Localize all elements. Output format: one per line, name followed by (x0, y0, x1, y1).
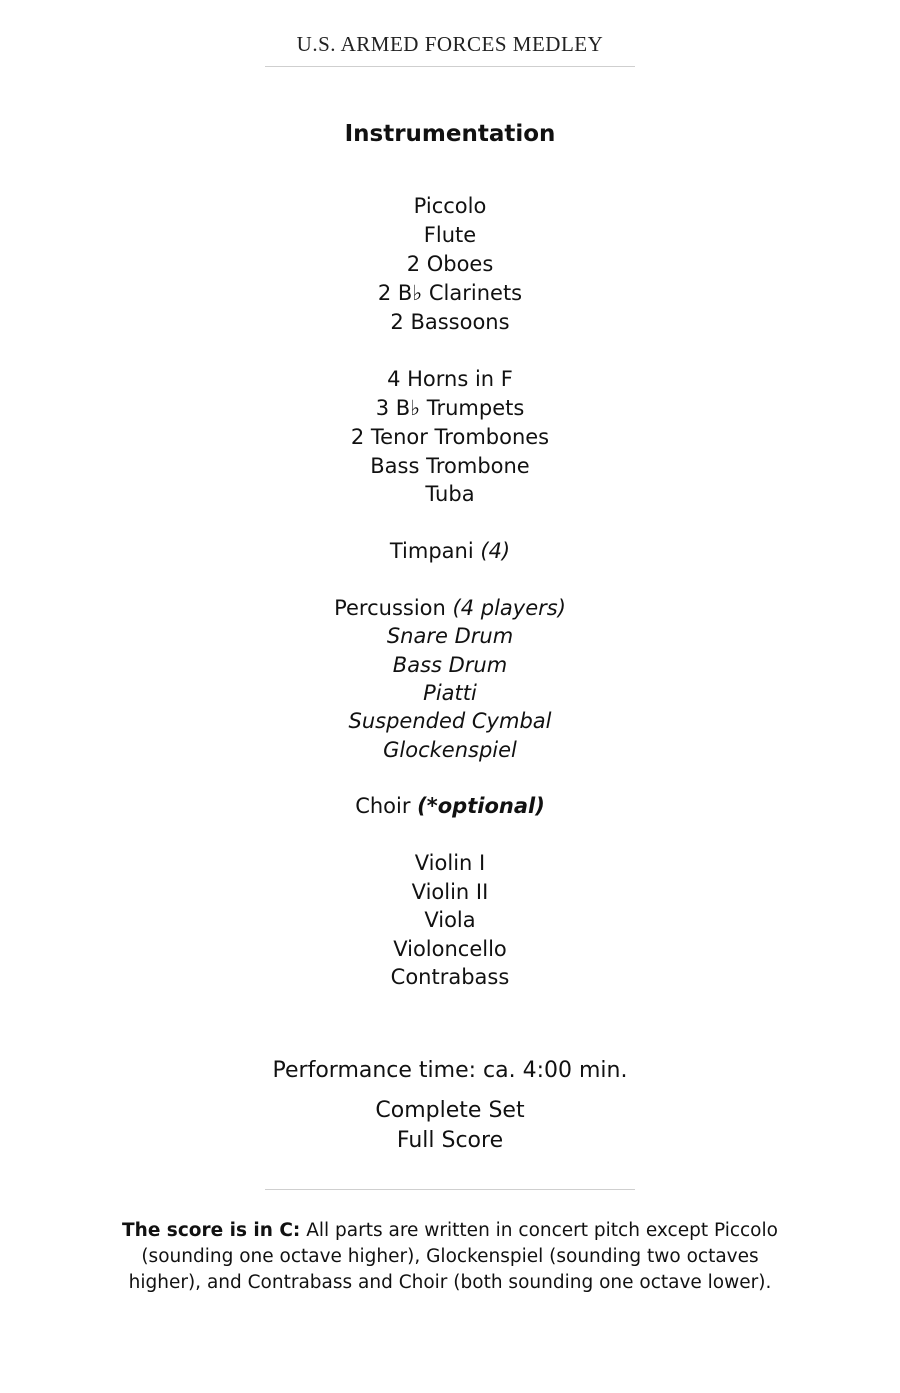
percussion-item: Snare Drum (386, 624, 514, 648)
header-divider (265, 66, 635, 67)
choir-detail: (*optional) (417, 794, 545, 818)
brass-item: 2 Tenor Trombones (350, 425, 550, 449)
woodwind-item: 2 Bassoons (390, 310, 510, 334)
note-lead: The score is in C: (122, 1220, 301, 1241)
brass-item: 3 B♭ Trumpets (375, 396, 525, 420)
transposition-note (110, 1218, 790, 1296)
timpani-detail: (4) (480, 539, 511, 563)
full-score-label: Full Score (396, 1128, 504, 1153)
percussion-line (0, 594, 900, 622)
percussion-label: Percussion (334, 596, 446, 620)
strings-item: Viola (424, 908, 476, 932)
woodwind-item: Flute (423, 223, 477, 247)
note-body: All parts are written in concert pitch except Piccolo (sounding one octave higher), Glockenspiel (sounding two octaves higher), and Contrabass and Choir (both sounding one octave lower). (128, 1220, 778, 1293)
performance-time: Performance time: ca. 4:00 min. (272, 1058, 628, 1083)
strings-item: Violin II (411, 880, 489, 904)
brass-item: Tuba (425, 482, 475, 506)
brass-item: 4 Horns in F (387, 367, 513, 391)
timpani-label: Timpani (389, 539, 474, 563)
timpani-line (0, 537, 900, 565)
woodwind-item: Piccolo (413, 194, 487, 218)
page-header-title: U.S. ARMED FORCES MEDLEY (296, 32, 604, 56)
woodwind-item: 2 B♭ Clarinets (377, 281, 523, 305)
percussion-item: Piatti (423, 681, 477, 705)
footer-divider (265, 1189, 635, 1190)
choir-line (0, 792, 900, 820)
instrumentation-heading: Instrumentation (344, 121, 556, 147)
complete-set-label: Complete Set (375, 1098, 525, 1123)
strings-item: Violoncello (393, 937, 507, 961)
percussion-detail: (4 players) (452, 596, 566, 620)
percussion-item: Suspended Cymbal (348, 709, 552, 733)
choir-label: Choir (355, 794, 411, 818)
percussion-item: Bass Drum (392, 653, 508, 677)
strings-item: Violin I (414, 851, 486, 875)
brass-item: Bass Trombone (370, 454, 530, 478)
percussion-item: Glockenspiel (383, 738, 517, 762)
woodwind-item: 2 Oboes (406, 252, 494, 276)
strings-item: Contrabass (390, 965, 510, 989)
